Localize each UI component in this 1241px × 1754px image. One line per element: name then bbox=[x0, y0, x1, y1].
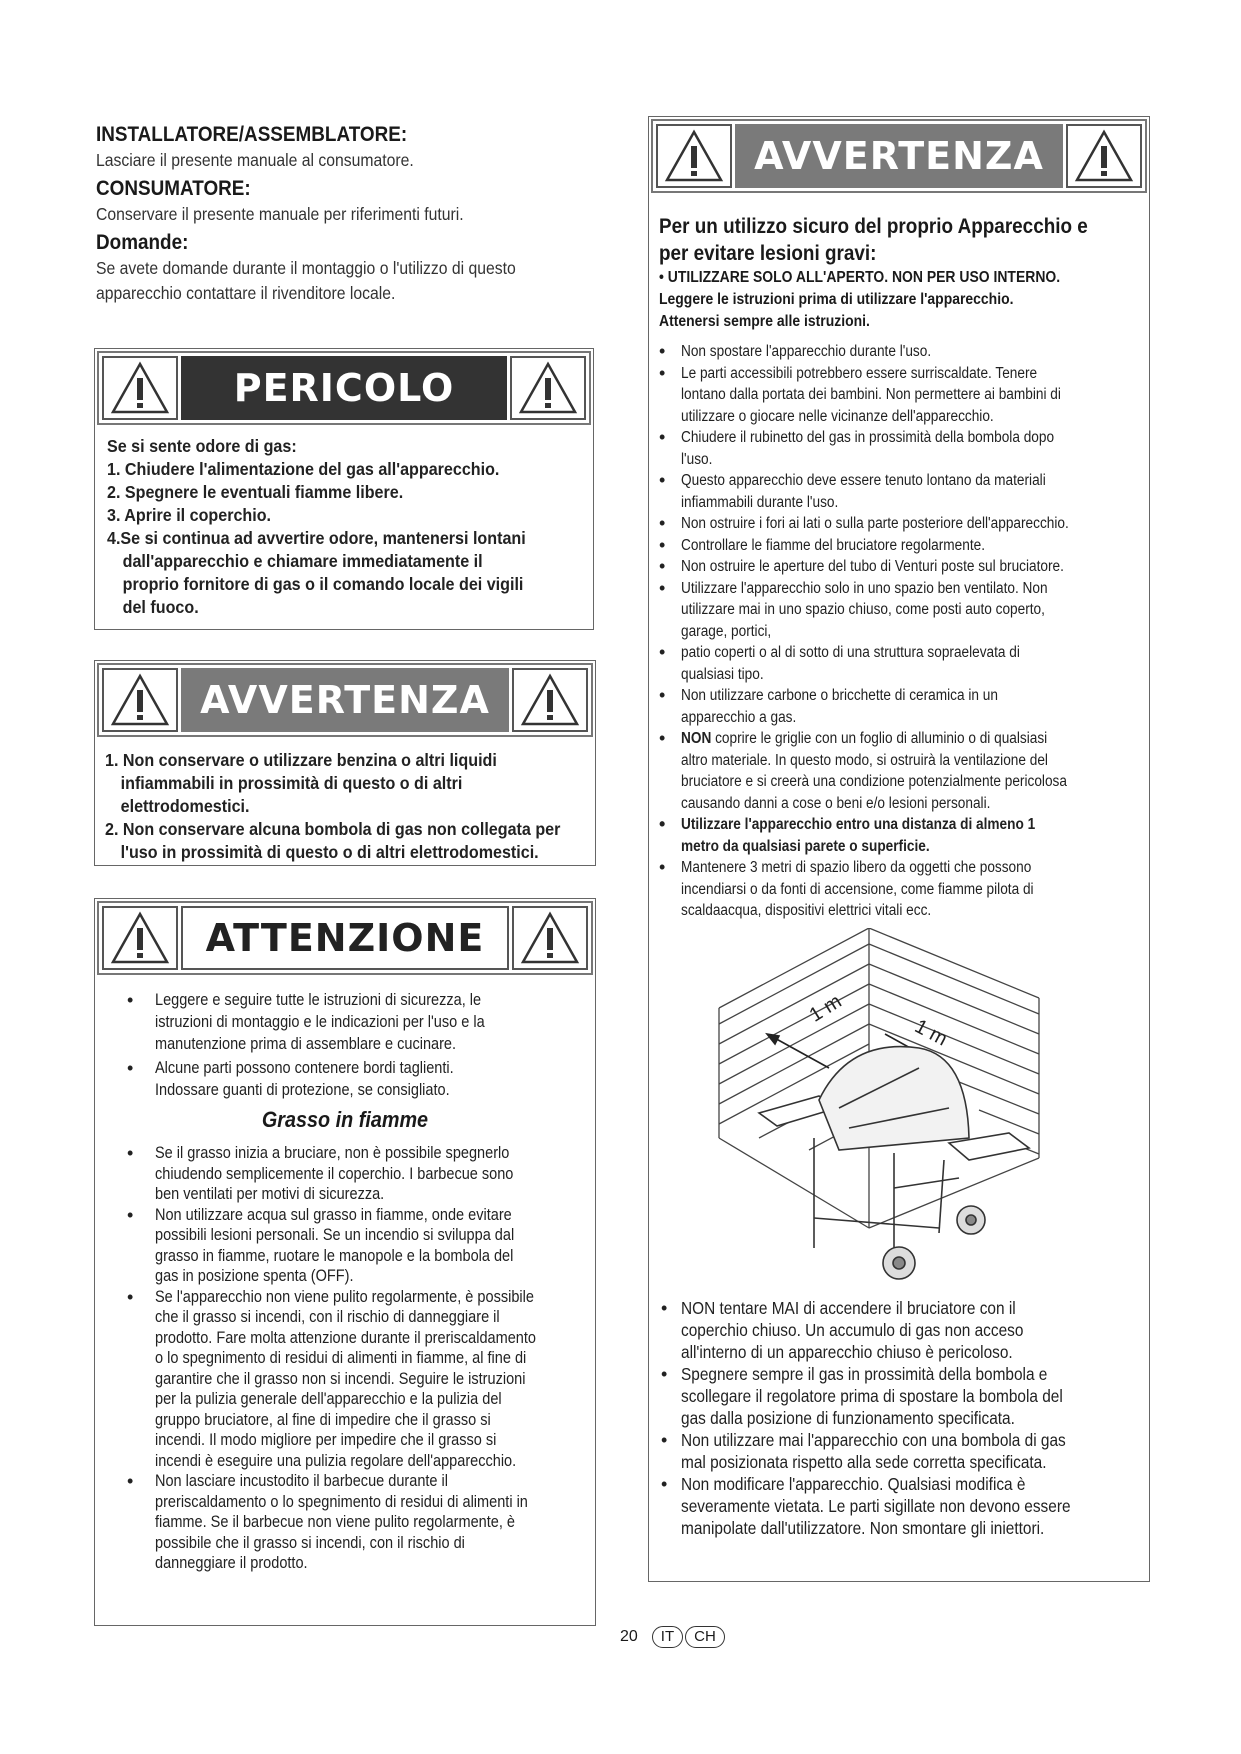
avvertenza-right-title: AVVERTENZA bbox=[735, 124, 1063, 188]
attenzione-box bbox=[94, 898, 596, 1626]
list-item: • Leggere e seguire tutte le istruzioni di sicurezza, le istruzioni di montaggio e le indicazioni per l'uso e la manutenzione prima di assemblare e cucinare. bbox=[117, 989, 585, 1055]
attenzione-list-1 bbox=[95, 977, 595, 1101]
installer-heading: INSTALLATORE/ASSEMBLATORE: bbox=[96, 123, 408, 146]
lang-badge-it: IT bbox=[652, 1626, 683, 1648]
dimension-label-1: 1 m bbox=[805, 989, 846, 1027]
list-item: • Non utilizzare acqua sul grasso in fiamme, onde evitare possibili lesioni personali. Se un incendio si sviluppa dal grasso in fiamme, ruotare le manopole e la bombola del gas in posizione spenta (OFF). bbox=[117, 1205, 585, 1287]
avvertenza-left-line: 2. Non conservare alcuna bombola di gas non collegata per bbox=[105, 819, 561, 839]
attenzione-banner bbox=[97, 901, 593, 975]
safe-use-heading: Per un utilizzo sicuro del proprio Apparecchio e per evitare lesioni gravi: bbox=[659, 215, 1088, 265]
warning-triangle-icon bbox=[102, 906, 178, 970]
list-item: • NON tentare MAI di accendere il bruciatore con il coperchio chiuso. Un accumulo di gas non acceso all'interno di un apparecchio chiuso è pericoloso. bbox=[651, 1297, 1149, 1363]
avvertenza-left-banner bbox=[97, 663, 593, 737]
warning-triangle-icon bbox=[102, 356, 178, 420]
outdoor-warning: • UTILIZZARE SOLO ALL'APERTO. NON PER USO INTERNO. Leggere le istruzioni prima di utilizzare l'apparecchio. Attenersi sempre alle istruzioni. bbox=[659, 269, 1061, 330]
installer-text: Lasciare il presente manuale al consumatore. bbox=[96, 150, 414, 170]
list-item: • Chiudere il rubinetto del gas in prossimità della bombola dopo l'uso. bbox=[651, 427, 1149, 470]
list-item: • Se il grasso inizia a bruciare, non è possibile spegnerlo chiudendo semplicemente il coperchio. I barbecue sono ben ventilati per motivi di sicurezza. bbox=[117, 1143, 585, 1205]
dimension-label-2: 1 m bbox=[911, 1014, 951, 1050]
avvertenza-left-title: AVVERTENZA bbox=[181, 668, 509, 732]
warning-triangle-icon bbox=[656, 124, 732, 188]
pericolo-line: 1. Chiudere l'alimentazione del gas all'apparecchio. bbox=[107, 459, 500, 479]
grasso-subheading: Grasso in fiamme bbox=[261, 1107, 429, 1132]
avvertenza-right-list bbox=[649, 337, 1149, 922]
avvertenza-right-box bbox=[648, 116, 1150, 1582]
list-item: • Alcune parti possono contenere bordi taglienti. Indossare guanti di protezione, se consigliato. bbox=[117, 1057, 585, 1101]
pericolo-line: dall'apparecchio e chiamare immediatamente il bbox=[122, 551, 483, 571]
list-item: • Questo apparecchio deve essere tenuto lontano da materiali infiammabili durante l'uso. bbox=[651, 470, 1149, 513]
list-item: • NON coprire le griglie con un foglio di alluminio o di qualsiasi altro materiale. In questo modo, si ostruirà la ventilazione del bruciatore e si creerà una condizione potenzialmente pericolosa causando danni a cose o beni e/o lesioni personali. bbox=[651, 728, 1149, 814]
pericolo-line: Se si sente odore di gas: bbox=[107, 436, 297, 456]
list-item: • Spegnere sempre il gas in prossimità della bombola e scollegare il regolatore prima di spostare la bombola del gas dalla posizione di funzionamento specificata. bbox=[651, 1363, 1149, 1429]
warning-triangle-icon bbox=[512, 906, 588, 970]
consumer-text: Conservare il presente manuale per riferimenti futuri. bbox=[96, 204, 464, 224]
attenzione-list-2 bbox=[95, 1143, 595, 1574]
avvertenza-left-box bbox=[94, 660, 596, 866]
avvertenza-left-line: elettrodomestici. bbox=[120, 796, 250, 816]
list-item: • patio coperti o al di sotto di una struttura sopraelevata di qualsiasi tipo. bbox=[651, 642, 1149, 685]
warning-triangle-icon bbox=[510, 356, 586, 420]
avvertenza-right-bottom-list bbox=[649, 1297, 1149, 1539]
avvertenza-left-line: infiammabili in prossimità di questo o di altri bbox=[120, 773, 463, 793]
avvertenza-left-text bbox=[95, 739, 595, 864]
avvertenza-left-line: 1. Non conservare o utilizzare benzina o altri liquidi bbox=[105, 750, 497, 770]
pericolo-line: 2. Spegnere le eventuali fiamme libere. bbox=[107, 482, 404, 502]
pericolo-banner bbox=[97, 351, 591, 425]
avvertenza-right-banner bbox=[651, 119, 1147, 193]
list-item: • Controllare le fiamme del bruciatore regolarmente. bbox=[651, 535, 1149, 557]
pericolo-line: 3. Aprire il coperchio. bbox=[107, 505, 272, 525]
questions-text-1: Se avete domande durante il montaggio o l'utilizzo di questo bbox=[96, 258, 516, 278]
page-number: 20 bbox=[620, 1628, 638, 1645]
list-item: • Non ostruire le aperture del tubo di Venturi poste sul bruciatore. bbox=[651, 556, 1149, 578]
lang-badge-ch: CH bbox=[685, 1626, 725, 1648]
list-item: • Non modificare l'apparecchio. Qualsiasi modifica è severamente vietata. Le parti sigillate non devono essere manipolate dall'utilizzatore. Non smontare gli iniettori. bbox=[651, 1473, 1149, 1539]
list-item: • Non ostruire i fori ai lati o sulla parte posteriore dell'apparecchio. bbox=[651, 513, 1149, 535]
page-footer bbox=[620, 1625, 725, 1649]
pericolo-box bbox=[94, 348, 594, 630]
pericolo-text bbox=[95, 427, 593, 619]
warning-triangle-icon bbox=[102, 668, 178, 732]
pericolo-title: PERICOLO bbox=[181, 356, 507, 420]
intro-section bbox=[96, 122, 616, 309]
avvertenza-left-line: l'uso in prossimità di questo o di altri elettrodomestici. bbox=[120, 842, 539, 862]
pericolo-line: del fuoco. bbox=[122, 597, 199, 617]
attenzione-title: ATTENZIONE bbox=[181, 906, 509, 970]
list-item: • Se l'apparecchio non viene pulito regolarmente, è possibile che il grasso si incendi, con il rischio di danneggiare il prodotto. Fare molta attenzione durante il preriscaldamento o lo spegnimento di residui di alimenti in fiamme, al fine di garantire che il grasso non si incendi. Seguire le istruzioni per la pulizia generale dell'apparecchio e la pulizia del gruppo bruciatore, al fine di impedire che il grasso si incendi. Il modo migliore per impedire che il grasso si incendi è eseguire una pulizia regolare dell'apparecchio. bbox=[117, 1287, 585, 1472]
list-item: • Non spostare l'apparecchio durante l'uso. bbox=[651, 341, 1149, 363]
list-item: • Mantenere 3 metri di spazio libero da oggetti che possono incendiarsi o da fonti di accensione, come fiamme pilota di scaldaacqua, dispositivi elettrici vitali ecc. bbox=[651, 857, 1149, 922]
consumer-heading: CONSUMATORE: bbox=[96, 177, 251, 200]
list-item: • Non utilizzare carbone o bricchette di ceramica in un apparecchio a gas. bbox=[651, 685, 1149, 728]
warning-triangle-icon bbox=[512, 668, 588, 732]
grill-clearance-illustration bbox=[699, 928, 1119, 1298]
list-item: • Non utilizzare mai l'apparecchio con una bombola di gas mal posizionata rispetto alla sede corretta specificata. bbox=[651, 1429, 1149, 1473]
list-item: • Utilizzare l'apparecchio solo in uno spazio ben ventilato. Non utilizzare mai in uno spazio chiuso, come posti auto coperto, garage, portici, bbox=[651, 578, 1149, 643]
pericolo-line: 4.Se si continua ad avvertire odore, mantenersi lontani bbox=[107, 528, 526, 548]
warning-triangle-icon bbox=[1066, 124, 1142, 188]
questions-text-2: apparecchio contattare il rivenditore locale. bbox=[96, 283, 396, 303]
list-item: • Le parti accessibili potrebbero essere surriscaldate. Tenere lontano dalla portata dei bambini. Non permettere ai bambini di utilizzare o giocare nelle vicinanze dell'apparecchio. bbox=[651, 363, 1149, 428]
pericolo-line: proprio fornitore di gas o il comando locale dei vigili bbox=[122, 574, 524, 594]
questions-heading: Domande: bbox=[96, 231, 189, 254]
list-item: • Non lasciare incustodito il barbecue durante il preriscaldamento o lo spegnimento di residui di alimenti in fiamme. Se il barbecue non viene pulito regolarmente, è possibile che il grasso si incendi, con il rischio di danneggiare il prodotto. bbox=[117, 1471, 585, 1574]
list-item: • Utilizzare l'apparecchio entro una distanza di almeno 1 metro da qualsiasi parete o superficie. bbox=[651, 814, 1149, 857]
